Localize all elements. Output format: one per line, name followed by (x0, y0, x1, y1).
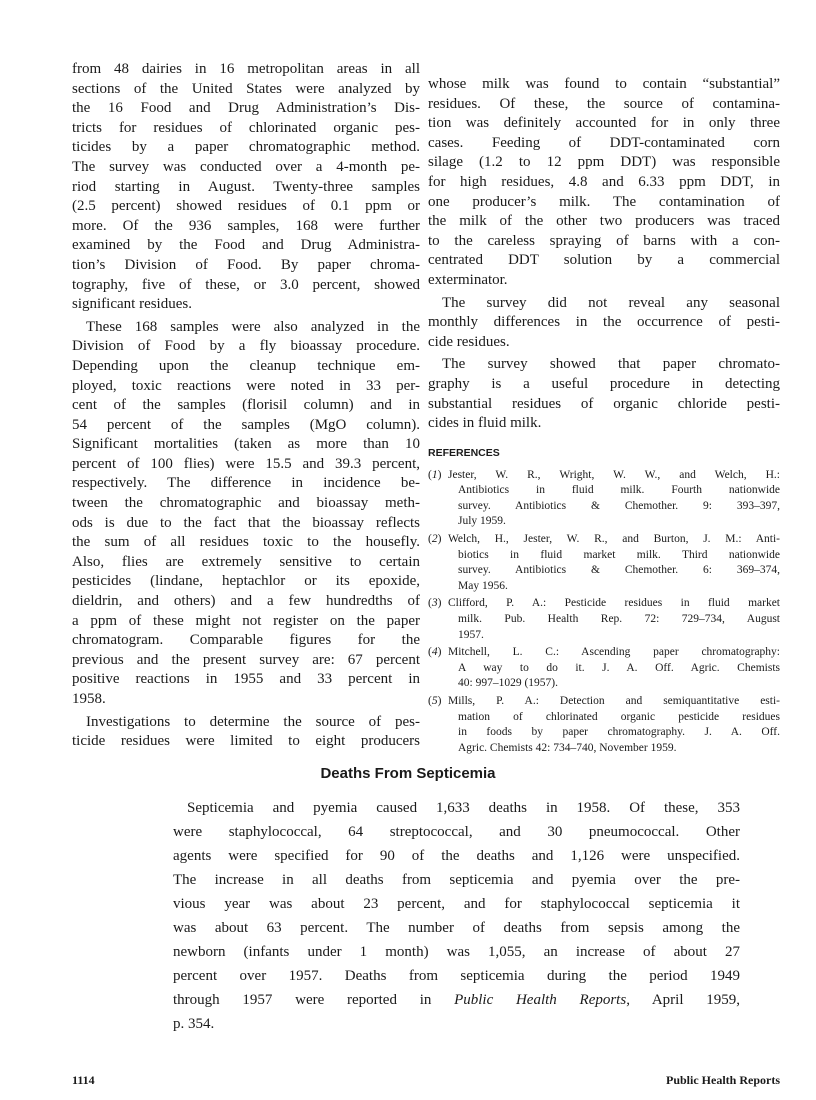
reference-number (428, 645, 441, 661)
section-body (173, 796, 740, 1036)
reference-number (428, 532, 441, 548)
left-column (72, 60, 420, 755)
paragraph (428, 75, 780, 291)
reference-line: Clifford, P. A.: Pesticide residues in fluid market (448, 597, 780, 610)
text-line: Division of Food by a fly bioassay procedure. (72, 338, 420, 355)
text-line: the 16 Food and Drug Administration’s Dis- (72, 100, 420, 117)
citation-text: through 1957 were reported in (173, 992, 455, 1008)
journal-citation: Public Health Reports (454, 992, 627, 1008)
text-line: the sum of all residues toxic to the housefly. (72, 534, 420, 551)
text-line: graphy is a useful procedure in detecting (428, 375, 780, 392)
reference-line: Antibiotics in fluid milk. Fourth nationwide (458, 484, 780, 497)
text-line: (2.5 percent) showed residues of 0.1 ppm or (72, 198, 420, 215)
text-line: monthly differences in the occurrence of pesti- (428, 314, 780, 331)
text-line: a ppm of these might not register on the paper (72, 612, 420, 629)
text-line: ticides by a paper chromatographic method. (72, 139, 420, 156)
references-heading: REFERENCES (428, 446, 500, 459)
reference-line: A way to do it. J. A. Off. Agric. Chemists (458, 661, 780, 674)
text-line: silage (1.2 to 12 ppm DDT) was responsible (428, 154, 780, 171)
paragraph (72, 713, 420, 752)
text-line: exterminator. (428, 271, 508, 288)
paren: ( (428, 695, 432, 707)
text-line: centrated DDT solution by a commercial (428, 252, 780, 269)
paragraph (72, 60, 420, 315)
text-line: ployed, toxic reactions were noted in 33 per- (72, 377, 420, 394)
text-line: whose milk was found to contain “substantial” (428, 76, 780, 92)
reference-line: Jester, W. R., Wright, W. W., and Welch, H.: (448, 468, 780, 481)
text-line: Depending upon the cleanup technique em- (72, 357, 420, 374)
paren: ) (437, 646, 442, 659)
text-line: cases. Feeding of DDT-contaminated corn (428, 134, 780, 151)
text-line: riod starting in August. Twenty-three samples (72, 178, 420, 195)
text-line: cides in fluid milk. (428, 415, 542, 432)
text-line: 54 percent of the samples (MgO column). (72, 416, 420, 433)
text-line: residues. Of these, the source of contamina- (428, 95, 780, 112)
paren: ) (437, 468, 442, 481)
text-line: respectively. The difference in incidence be- (72, 475, 420, 492)
right-column (428, 75, 780, 434)
reference-line: July 1959. (458, 515, 506, 528)
reference-line: Mitchell, L. C.: Ascending paper chromatography: (448, 646, 780, 659)
reference-line: 1957. (458, 628, 484, 641)
right-column-wrapper (428, 75, 780, 758)
reference-item (428, 596, 780, 643)
text-line: tion was definitely accounted for in only three (428, 115, 780, 132)
reference-number (428, 596, 441, 612)
text-line: sections of the United States were analyzed by (72, 80, 420, 97)
text-line: more. Of the 936 samples, 168 were further (72, 217, 420, 234)
page-number: 1114 (72, 1073, 95, 1087)
body-line: percent over 1957. Deaths from septicemia during the period 1949 (173, 968, 740, 984)
text-line: These 168 samples were also analyzed in the (86, 318, 420, 335)
text-line: previous and the present survey are: 67 percent (72, 651, 420, 668)
reference-line: May 1956. (458, 579, 508, 592)
text-line: examined by the Food and Drug Administra- (72, 237, 420, 254)
text-line: substantial residues of organic chloride pesti- (428, 395, 780, 412)
text-line: significant residues. (72, 296, 192, 313)
number: 1 (431, 468, 438, 481)
reference-item (428, 468, 780, 530)
text-line: cent of the samples (florisil column) and in (72, 397, 420, 414)
reference-line: mation of chlorinated organic pesticide residues (458, 710, 780, 723)
text-line: cide residues. (428, 333, 510, 350)
reference-number (428, 468, 441, 484)
running-footer-journal: Public Health Reports (666, 1073, 780, 1087)
paragraph (72, 318, 420, 710)
paren: ( (428, 646, 432, 659)
reference-line: in foods by paper chromatography. J. A. Off. (458, 726, 780, 739)
text-line: The survey did not reveal any seasonal (442, 294, 780, 311)
text-line: from 48 dairies in 16 metropolitan areas in all (72, 61, 420, 77)
reference-line: Agric. Chemists 42: 734–740, November 1959. (458, 741, 677, 754)
reference-item (428, 645, 780, 692)
reference-item (428, 532, 780, 594)
text-line: chromatogram. Comparable figures for the (72, 632, 420, 649)
text-line: to the careless spraying of barns with a con- (428, 232, 780, 249)
reference-line: biotics in fluid market milk. Third nationwide (458, 548, 780, 561)
paren: ) (437, 695, 442, 707)
number: 2 (431, 533, 438, 546)
number: 5 (431, 695, 438, 707)
body-line: p. 354. (173, 1016, 215, 1032)
text-line: tography, five of these, or 3.0 percent, showed (72, 276, 420, 293)
citation-text: , April 1959, (626, 992, 740, 1008)
paragraph (428, 355, 780, 433)
text-line: ods is due to the fact that the bioassay reflects (72, 514, 420, 531)
text-line: The survey was conducted over a 4-month pe- (72, 158, 420, 175)
number: 4 (431, 646, 438, 659)
reference-number (428, 694, 441, 710)
body-line: were staphylococcal, 64 streptococcal, and 30 pneumococcal. Other (173, 824, 740, 840)
body-line: Septicemia and pyemia caused 1,633 deaths in 1958. Of these, 353 (187, 800, 740, 816)
text-line: tion’s Division of Food. By paper chroma- (72, 256, 420, 273)
text-line: Significant mortalities (taken as more than 10 (72, 436, 420, 453)
text-line: Investigations to determine the source of pes- (86, 713, 420, 730)
paren: ( (428, 468, 432, 481)
text-line: one producer’s milk. The contamination of (428, 193, 780, 210)
paren: ) (437, 597, 442, 610)
text-line: percent of 100 flies) were 15.5 and 39.3 percent, (72, 455, 420, 472)
text-line: tween the chromatographic and bioassay meth- (72, 495, 420, 512)
reference-item (428, 694, 780, 756)
text-line: ticide residues were limited to eight producers (72, 733, 420, 750)
reference-line: survey. Antibiotics & Chemother. 6: 369–374, (458, 564, 780, 577)
paren: ( (428, 533, 432, 546)
text-line: positive reactions in 1955 and 33 percent in (72, 671, 420, 688)
text-line: the milk of the other two producers was traced (428, 213, 780, 230)
text-line: tricts for residues of chlorinated organic pes- (72, 119, 420, 136)
text-line: pesticides (lindane, heptachlor or its epoxide, (72, 573, 420, 590)
body-line: was about 63 percent. The number of deaths from sepsis among the (173, 920, 740, 936)
paren: ) (437, 533, 442, 546)
body-line: newborn (infants under 1 month) was 1,055, an increase of about 27 (173, 944, 740, 960)
number: 3 (431, 597, 438, 610)
reference-line: survey. Antibiotics & Chemother. 9: 393–397, (458, 499, 780, 512)
reference-line: Welch, H., Jester, W. R., and Burton, J. M.: Anti- (448, 533, 780, 546)
text-line: 1958. (72, 691, 106, 707)
text-line: Also, flies are extremely sensitive to certain (72, 553, 420, 570)
reference-line: 40: 997–1029 (1957). (458, 677, 558, 690)
paragraph (428, 294, 780, 353)
body-line (173, 988, 740, 1012)
reference-line: milk. Pub. Health Rep. 72: 729–734, August (458, 613, 780, 626)
body-line: vious year was about 23 percent, and for staphylococcal septicemia it (173, 896, 740, 912)
text-line: dieldrin, and others) and a few hundredths of (72, 593, 420, 610)
paren: ( (428, 597, 432, 610)
text-line: The survey showed that paper chromato- (442, 356, 780, 373)
text-line: for high residues, 4.8 and 6.33 ppm DDT, in (428, 173, 780, 190)
section-title: Deaths From Septicemia (320, 765, 496, 782)
body-line: agents were specified for 90 of the deaths and 1,126 were unspecified. (173, 848, 740, 864)
reference-line: Mills, P. A.: Detection and semiquantitative esti- (448, 695, 780, 707)
references-list (428, 468, 780, 757)
body-line: The increase in all deaths from septicemia and pyemia over the pre- (173, 872, 740, 888)
